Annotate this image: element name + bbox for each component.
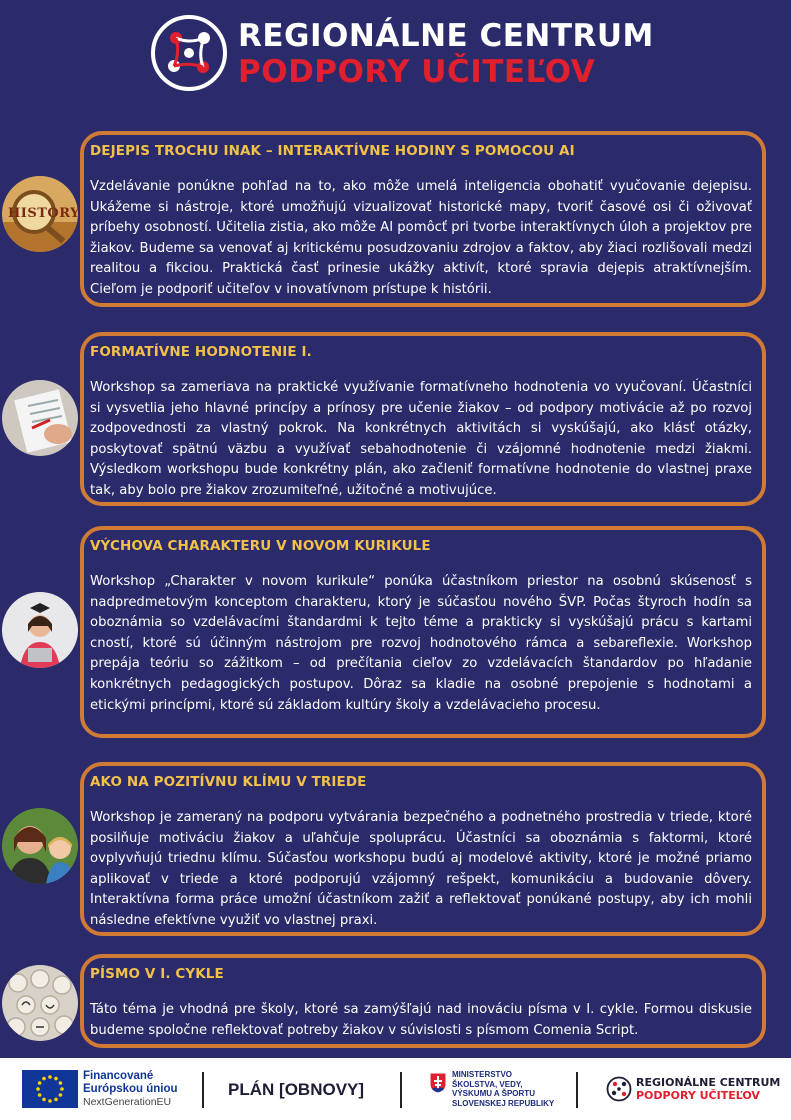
slovak-crest-icon (429, 1072, 447, 1094)
card-text: Vzdelávanie ponúkne pohľad na to, ako môže umelá inteligencia obohatiť vyučovanie dejepisu. Ukážeme si nástroje, ktoré umožňujú vizualizovať historické mapy, tvoriť časové osi či oživovať príbehy osobností. Učitelia zistia, ako môže AI pomôcť pri tvorbe interaktívnych úloh a projektov pre žiakov. Budeme sa venovať aj kritickému posudzovaniu zdrojov a faktov, aby žiaci rozlišovali medzi realitou a fikciou. Praktická časť prinesie ukážky aktivít, ktoré spravia dejepis atraktívnejším. Cieľom je podporiť učiteľov v inovatívnom prístupe k histórii. (90, 179, 752, 297)
rc-small-line1: REGIONÁLNE CENTRUM (636, 1076, 781, 1089)
card-character-education (80, 526, 766, 738)
card-title: AKO NA POZITÍVNU KLÍMU V TRIEDE (90, 774, 367, 790)
character-photo (2, 592, 78, 668)
plan-word1: PLÁN (228, 1080, 275, 1099)
brand-title-line2: PODPORY UČITEĽOV (238, 54, 596, 90)
card-text: Workshop sa zameriava na praktické využívanie formatívneho hodnotenia vo vyučovaní. Účastníci si vysvetlia jeho hlavné princípy a prínosy pre učenie žiakov – od podpory motivácie až po rozvoj zodpovednosti za vlastný pokrok. Na konkrétnych aktivitách si vyskúšajú, ako klásť otázky, poskytovať spätnú väzbu a využívať sebahodnotenie či vzájomné hodnotenie medzi žiakmi. Výsledkom workshopu bude konkrétny plán, ako začleniť formatívne hodnotenie do vlastnej praxe tak, aby bolo pre žiakov zrozumiteľné, užitočné a motivujúce. (90, 380, 752, 498)
brand-title-line1: REGIONÁLNE CENTRUM (238, 18, 654, 54)
ministry-line4: SLOVENSKEJ REPUBLIKY (452, 1098, 555, 1108)
card-text: Workshop „Charakter v novom kurikule“ ponúka účastníkom priestor na osobnú skúsenosť s nadpredmetovým konceptom charakteru, ktorý je súčasťou nového ŠVP. Počas štyroch hodín sa oboznámia so vzdelávacími štandardmi k tejto téme a prakticky si vyskúšajú prácu s kartami cností, ktoré sú účinným nástrojom pre rozvoj hodnotového rámca a sebareflexie. Workshop prepája teóriu so zážitkom – od prečítania cieľov zo vzdelávacích štandardov po hľadanie konkrétnych pedagogických postupov. Dôraz sa kladie na osobné prepojenie s hodnotami a etickými princípmi, ktoré sú základom kultúry školy a vzdelávacieho procesu. (90, 574, 752, 713)
card-history-ai (80, 131, 766, 307)
ministry-line1: MINISTERSTVO (452, 1070, 513, 1079)
footer-divider (400, 1072, 402, 1108)
card-text: Táto téma je vhodná pre školy, ktoré sa zamýšľajú nad inováciu písma v I. cykle. Formou diskusie budeme spoločne reflektovať potreby žiakov v súvislosti s písmom Comenia Script. (90, 1002, 752, 1038)
classroom-climate-photo (2, 808, 78, 884)
card-title: VÝCHOVA CHARAKTERU V NOVOM KURIKULE (90, 538, 431, 554)
footer-logos (0, 1058, 791, 1120)
rc-small-line2: PODPORY UČITEĽOV (636, 1089, 760, 1102)
card-formative-assessment (80, 332, 766, 506)
eu-funding-text (83, 1070, 178, 1109)
eu-line1: Financované (83, 1070, 154, 1082)
plan-obnovy-logo (228, 1080, 364, 1100)
eu-line3: NextGenerationEU (83, 1096, 172, 1108)
footer-divider (202, 1072, 204, 1108)
eu-line2: Európskou úniou (83, 1083, 178, 1095)
bracket-open-icon: [ (279, 1080, 285, 1099)
page-header (0, 0, 791, 110)
bracket-close-icon: ] (358, 1080, 365, 1099)
footer-divider (576, 1072, 578, 1108)
ministry-text (452, 1070, 554, 1108)
plan-word2: OBNOVY (284, 1080, 359, 1099)
rcpu-small-logo-icon (606, 1076, 632, 1102)
eu-flag-icon (22, 1070, 78, 1108)
card-handwriting (80, 954, 766, 1048)
card-positive-climate (80, 762, 766, 936)
ministry-line3: VÝSKUMU A ŠPORTU (452, 1089, 535, 1098)
card-text: Workshop je zameraný na podporu vytvárania bezpečného a podnetného prostredia v triede, ktoré posilňuje motiváciu žiakov a uľahčuje spoluprácu. Účastníci sa oboznámia s faktormi, ktoré ovplyvňujú triednu klímu. Súčasťou workshopu budú aj modelové aktivity, ktoré je možné priamo aplikovať v triede a ktoré podporujú vzájomný rešpekt, komunikáciu a budovanie dôvery. Interaktívna forma práce umožní účastníkom zažiť a reflektovať ponúkané postupy, aby ich mohli následne efektívne využiť vo vlastnej praxi. (90, 810, 752, 928)
assessment-photo (2, 380, 78, 456)
card-title: DEJEPIS TROCHU INAK – INTERAKTÍVNE HODINY S POMOCOU AI (90, 143, 575, 159)
rcpu-logo-icon (150, 14, 228, 92)
card-title: PÍSMO V I. CYKLE (90, 966, 224, 982)
handwriting-photo (2, 965, 78, 1041)
history-photo-label: HISTORY (8, 206, 80, 221)
ministry-line2: ŠKOLSTVA, VEDY, (452, 1079, 523, 1089)
card-title: FORMATÍVNE HODNOTENIE I. (90, 344, 312, 360)
